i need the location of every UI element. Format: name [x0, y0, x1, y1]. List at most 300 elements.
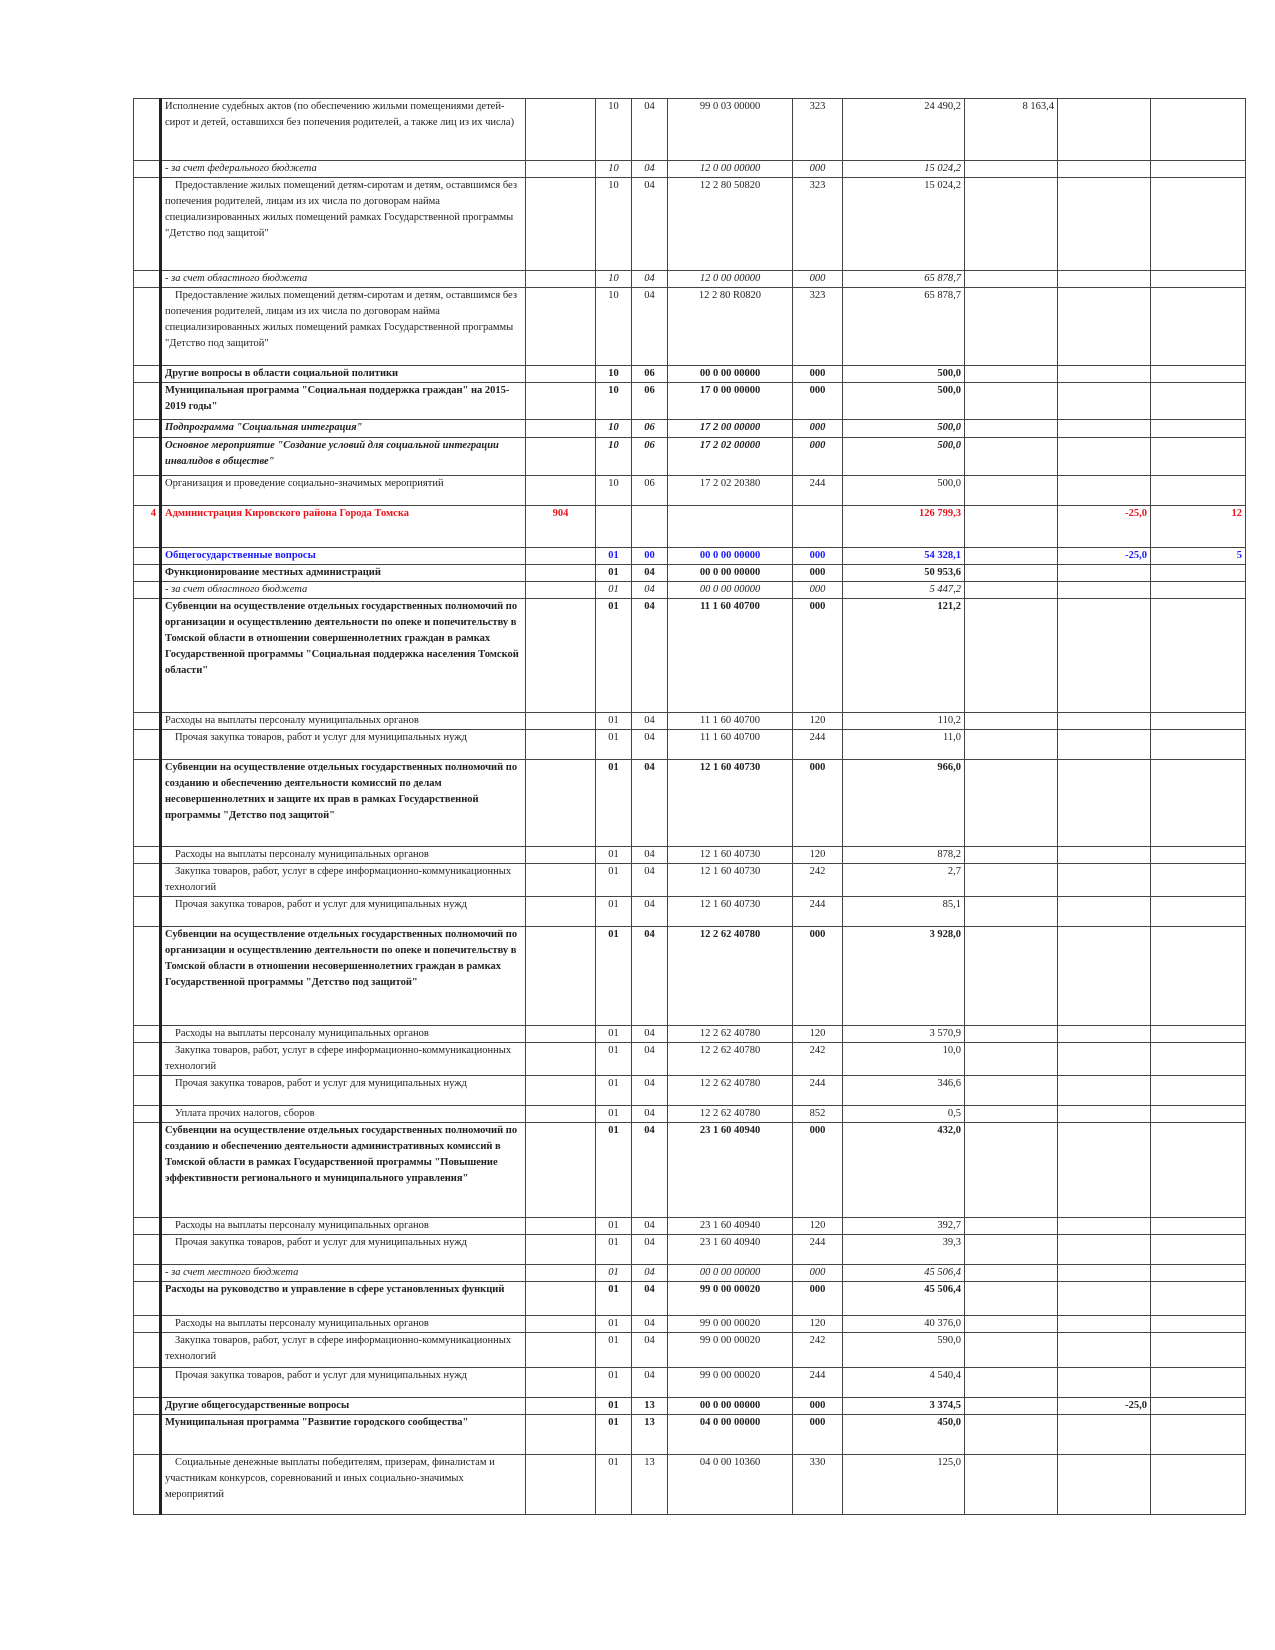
row-section: 01 — [596, 897, 632, 927]
row-target-article: 12 2 62 40780 — [668, 1076, 793, 1106]
row-ved — [526, 1235, 596, 1265]
row-target-article: 99 0 03 00000 — [668, 99, 793, 161]
row-target-article: 12 1 60 40730 — [668, 864, 793, 897]
table-row — [134, 271, 1246, 288]
row-expense-type: 000 — [793, 438, 843, 476]
row-sum: 65 878,7 — [843, 271, 965, 288]
row-section: 01 — [596, 1043, 632, 1076]
row-ved — [526, 897, 596, 927]
row-subsection: 04 — [632, 161, 668, 178]
row-expense-type: 000 — [793, 582, 843, 599]
row-subsection: 04 — [632, 927, 668, 1026]
table-row — [134, 1076, 1246, 1106]
row-col4 — [1151, 730, 1246, 760]
row-ved — [526, 161, 596, 178]
row-number — [134, 582, 161, 599]
row-target-article: 12 2 62 40780 — [668, 1026, 793, 1043]
row-name: Прочая закупка товаров, работ и услуг для муниципальных нужд — [161, 1076, 526, 1106]
row-col2 — [965, 730, 1058, 760]
row-target-article: 99 0 00 00020 — [668, 1368, 793, 1398]
row-ved — [526, 1333, 596, 1368]
row-sum: 110,2 — [843, 713, 965, 730]
row-col2 — [965, 713, 1058, 730]
row-target-article: 17 2 00 00000 — [668, 420, 793, 438]
row-col2 — [965, 288, 1058, 366]
table-row — [134, 1043, 1246, 1076]
row-col4 — [1151, 1316, 1246, 1333]
row-number — [134, 271, 161, 288]
row-col3 — [1058, 1265, 1151, 1282]
row-sum: 45 506,4 — [843, 1282, 965, 1316]
row-subsection: 06 — [632, 366, 668, 383]
row-ved — [526, 1398, 596, 1415]
row-number — [134, 178, 161, 271]
row-number — [134, 1368, 161, 1398]
row-sum: 3 374,5 — [843, 1398, 965, 1415]
row-col2 — [965, 1235, 1058, 1265]
row-sum: 500,0 — [843, 420, 965, 438]
row-ved — [526, 730, 596, 760]
row-number — [134, 897, 161, 927]
row-name: Расходы на выплаты персоналу муниципальных органов — [161, 713, 526, 730]
row-name: Закупка товаров, работ, услуг в сфере информационно-коммуникационных технологий — [161, 1043, 526, 1076]
row-subsection: 04 — [632, 1265, 668, 1282]
row-col3 — [1058, 1026, 1151, 1043]
row-expense-type: 244 — [793, 730, 843, 760]
row-subsection: 04 — [632, 178, 668, 271]
row-expense-type: 000 — [793, 366, 843, 383]
row-col4 — [1151, 366, 1246, 383]
row-col2 — [965, 506, 1058, 548]
row-name: Функционирование местных администраций — [161, 565, 526, 582]
row-target-article: 12 2 80 50820 — [668, 178, 793, 271]
row-ved — [526, 288, 596, 366]
row-col3 — [1058, 1282, 1151, 1316]
row-col3 — [1058, 1415, 1151, 1455]
row-number — [134, 565, 161, 582]
row-number — [134, 1043, 161, 1076]
row-col4 — [1151, 1123, 1246, 1218]
row-subsection: 04 — [632, 1026, 668, 1043]
row-number — [134, 864, 161, 897]
table-row — [134, 1265, 1246, 1282]
row-expense-type: 000 — [793, 1265, 843, 1282]
row-section: 10 — [596, 271, 632, 288]
row-expense-type: 244 — [793, 476, 843, 506]
row-ved — [526, 1106, 596, 1123]
row-sum: 4 540,4 — [843, 1368, 965, 1398]
row-col4 — [1151, 582, 1246, 599]
row-number — [134, 1316, 161, 1333]
row-sum: 65 878,7 — [843, 288, 965, 366]
row-expense-type: 000 — [793, 1282, 843, 1316]
row-col3 — [1058, 1316, 1151, 1333]
row-target-article: 11 1 60 40700 — [668, 599, 793, 713]
row-ved — [526, 713, 596, 730]
row-expense-type: 000 — [793, 599, 843, 713]
table-row — [134, 1026, 1246, 1043]
row-subsection: 04 — [632, 1235, 668, 1265]
row-name: Другие общегосударственные вопросы — [161, 1398, 526, 1415]
table-row — [134, 1282, 1246, 1316]
row-section: 01 — [596, 1368, 632, 1398]
row-number — [134, 1123, 161, 1218]
row-col3 — [1058, 271, 1151, 288]
row-number — [134, 730, 161, 760]
row-subsection: 04 — [632, 1316, 668, 1333]
row-name: Исполнение судебных актов (по обеспечению жильми помещениями детей-сирот и детей, оставшихся без попечения родителей, а также лиц из их числа) — [161, 99, 526, 161]
row-col3 — [1058, 420, 1151, 438]
table-row — [134, 438, 1246, 476]
row-number — [134, 1026, 161, 1043]
row-section: 01 — [596, 1076, 632, 1106]
row-expense-type: 120 — [793, 1316, 843, 1333]
table-row — [134, 730, 1246, 760]
row-col3 — [1058, 1368, 1151, 1398]
row-section: 10 — [596, 366, 632, 383]
row-col2 — [965, 178, 1058, 271]
row-section: 01 — [596, 1415, 632, 1455]
row-target-article: 23 1 60 40940 — [668, 1235, 793, 1265]
row-expense-type: 244 — [793, 1368, 843, 1398]
table-row — [134, 383, 1246, 420]
row-col3 — [1058, 178, 1151, 271]
table-row — [134, 1368, 1246, 1398]
row-sum: 39,3 — [843, 1235, 965, 1265]
row-target-article: 12 1 60 40730 — [668, 897, 793, 927]
row-subsection: 04 — [632, 271, 668, 288]
row-section: 10 — [596, 476, 632, 506]
row-col2 — [965, 760, 1058, 847]
row-col3 — [1058, 1076, 1151, 1106]
row-number — [134, 548, 161, 565]
table-row — [134, 1455, 1246, 1515]
row-col4 — [1151, 927, 1246, 1026]
row-col4 — [1151, 178, 1246, 271]
row-number — [134, 599, 161, 713]
row-name: - за счет областного бюджета — [161, 582, 526, 599]
row-subsection: 04 — [632, 1123, 668, 1218]
row-ved — [526, 1316, 596, 1333]
row-col2 — [965, 582, 1058, 599]
row-ved — [526, 582, 596, 599]
row-number — [134, 1415, 161, 1455]
row-target-article: 17 2 02 20380 — [668, 476, 793, 506]
row-ved — [526, 1368, 596, 1398]
row-col2: 8 163,4 — [965, 99, 1058, 161]
row-col3 — [1058, 864, 1151, 897]
row-number — [134, 1218, 161, 1235]
row-sum: 24 490,2 — [843, 99, 965, 161]
row-sum: 3 570,9 — [843, 1026, 965, 1043]
row-expense-type: 244 — [793, 1076, 843, 1106]
row-col3 — [1058, 476, 1151, 506]
row-col2 — [965, 366, 1058, 383]
row-col2 — [965, 383, 1058, 420]
row-col2 — [965, 161, 1058, 178]
row-col2 — [965, 1333, 1058, 1368]
row-col2 — [965, 548, 1058, 565]
row-expense-type: 242 — [793, 1333, 843, 1368]
row-expense-type: 000 — [793, 271, 843, 288]
row-number — [134, 1455, 161, 1515]
row-name: Прочая закупка товаров, работ и услуг для муниципальных нужд — [161, 730, 526, 760]
row-target-article: 12 1 60 40730 — [668, 847, 793, 864]
row-ved — [526, 548, 596, 565]
row-col2 — [965, 1218, 1058, 1235]
row-expense-type: 120 — [793, 847, 843, 864]
row-name: Предоставление жилых помещений детям-сиротам и детям, оставшимся без попечения родителей, лицам из их числа по договорам найма специализированных жилых помещений рамках Государственной программы "Детство под защитой" — [161, 178, 526, 271]
row-col3: -25,0 — [1058, 548, 1151, 565]
table-row — [134, 1218, 1246, 1235]
table-row — [134, 565, 1246, 582]
row-subsection: 04 — [632, 1368, 668, 1398]
table-row — [134, 1398, 1246, 1415]
row-number — [134, 1333, 161, 1368]
row-number — [134, 1398, 161, 1415]
row-section: 01 — [596, 1106, 632, 1123]
row-subsection: 06 — [632, 438, 668, 476]
row-col4 — [1151, 476, 1246, 506]
row-target-article: 99 0 00 00020 — [668, 1316, 793, 1333]
row-section: 01 — [596, 1123, 632, 1218]
row-number — [134, 383, 161, 420]
row-section: 01 — [596, 927, 632, 1026]
row-section: 10 — [596, 178, 632, 271]
row-subsection: 04 — [632, 582, 668, 599]
row-name: - за счет областного бюджета — [161, 271, 526, 288]
row-sum: 54 328,1 — [843, 548, 965, 565]
row-col3 — [1058, 1235, 1151, 1265]
row-number — [134, 366, 161, 383]
row-col2 — [965, 847, 1058, 864]
row-col4 — [1151, 288, 1246, 366]
row-col2 — [965, 565, 1058, 582]
row-subsection: 04 — [632, 565, 668, 582]
row-col2 — [965, 927, 1058, 1026]
row-name: Расходы на выплаты персоналу муниципальных органов — [161, 847, 526, 864]
table-row — [134, 1415, 1246, 1455]
row-subsection: 04 — [632, 599, 668, 713]
row-col4 — [1151, 99, 1246, 161]
row-name: - за счет местного бюджета — [161, 1265, 526, 1282]
row-subsection: 04 — [632, 730, 668, 760]
row-subsection: 06 — [632, 476, 668, 506]
row-section: 10 — [596, 288, 632, 366]
row-target-article: 00 0 00 00000 — [668, 548, 793, 565]
row-sum: 392,7 — [843, 1218, 965, 1235]
row-col3 — [1058, 1123, 1151, 1218]
row-sum: 3 928,0 — [843, 927, 965, 1026]
row-expense-type: 244 — [793, 897, 843, 927]
row-col2 — [965, 438, 1058, 476]
row-expense-type: 120 — [793, 1218, 843, 1235]
table-row — [134, 1123, 1246, 1218]
row-col4 — [1151, 438, 1246, 476]
row-number — [134, 847, 161, 864]
row-col2 — [965, 1106, 1058, 1123]
row-sum: 500,0 — [843, 476, 965, 506]
row-name: Подпрограмма "Социальная интеграция" — [161, 420, 526, 438]
row-number — [134, 99, 161, 161]
row-number — [134, 1282, 161, 1316]
table-row — [134, 847, 1246, 864]
row-col2 — [965, 897, 1058, 927]
row-target-article: 12 0 00 00000 — [668, 161, 793, 178]
row-ved: 904 — [526, 506, 596, 548]
row-col2 — [965, 599, 1058, 713]
row-ved — [526, 1415, 596, 1455]
row-subsection: 06 — [632, 383, 668, 420]
row-subsection: 04 — [632, 864, 668, 897]
row-name: Прочая закупка товаров, работ и услуг для муниципальных нужд — [161, 1368, 526, 1398]
row-col3 — [1058, 366, 1151, 383]
row-expense-type: 323 — [793, 178, 843, 271]
row-col4: 12 — [1151, 506, 1246, 548]
row-col2 — [965, 1398, 1058, 1415]
row-name: Социальные денежные выплаты победителям, призерам, финалистам и участникам конкурсов, соревнований и иных социально-значимых мероприятий — [161, 1455, 526, 1515]
row-name: Муниципальная программа "Развитие городского сообщества" — [161, 1415, 526, 1455]
row-subsection: 00 — [632, 548, 668, 565]
row-sum: 500,0 — [843, 383, 965, 420]
row-ved — [526, 1026, 596, 1043]
row-expense-type: 120 — [793, 713, 843, 730]
row-target-article: 23 1 60 40940 — [668, 1123, 793, 1218]
table-row — [134, 927, 1246, 1026]
row-section: 01 — [596, 1455, 632, 1515]
row-ved — [526, 864, 596, 897]
row-section: 01 — [596, 548, 632, 565]
row-col3 — [1058, 99, 1151, 161]
row-col2 — [965, 1316, 1058, 1333]
row-subsection: 04 — [632, 897, 668, 927]
row-number — [134, 420, 161, 438]
row-expense-type: 323 — [793, 288, 843, 366]
row-col2 — [965, 1265, 1058, 1282]
row-section: 01 — [596, 1282, 632, 1316]
row-col3 — [1058, 599, 1151, 713]
row-col2 — [965, 1076, 1058, 1106]
row-name: Муниципальная программа "Социальная поддержка граждан" на 2015-2019 годы" — [161, 383, 526, 420]
row-section: 01 — [596, 565, 632, 582]
row-col3 — [1058, 565, 1151, 582]
row-col4 — [1151, 1218, 1246, 1235]
row-subsection: 04 — [632, 1076, 668, 1106]
row-ved — [526, 1123, 596, 1218]
row-name: Основное мероприятие "Создание условий для социальной интеграции инвалидов в обществе" — [161, 438, 526, 476]
row-col4 — [1151, 565, 1246, 582]
row-sum: 121,2 — [843, 599, 965, 713]
row-section: 10 — [596, 161, 632, 178]
row-col3 — [1058, 730, 1151, 760]
row-expense-type: 000 — [793, 1398, 843, 1415]
row-sum: 450,0 — [843, 1415, 965, 1455]
row-target-article: 99 0 00 00020 — [668, 1333, 793, 1368]
row-ved — [526, 99, 596, 161]
row-sum: 50 953,6 — [843, 565, 965, 582]
row-ved — [526, 1282, 596, 1316]
row-subsection: 04 — [632, 713, 668, 730]
row-target-article: 00 0 00 00000 — [668, 366, 793, 383]
row-col2 — [965, 1026, 1058, 1043]
row-target-article: 12 2 80 R0820 — [668, 288, 793, 366]
row-ved — [526, 1455, 596, 1515]
row-section: 10 — [596, 438, 632, 476]
row-sum: 125,0 — [843, 1455, 965, 1515]
row-target-article: 12 2 62 40780 — [668, 1106, 793, 1123]
row-number — [134, 927, 161, 1026]
row-ved — [526, 565, 596, 582]
row-target-article: 99 0 00 00020 — [668, 1282, 793, 1316]
row-ved — [526, 1265, 596, 1282]
row-expense-type: 852 — [793, 1106, 843, 1123]
row-sum: 15 024,2 — [843, 178, 965, 271]
row-sum: 500,0 — [843, 438, 965, 476]
table-row — [134, 1333, 1246, 1368]
row-subsection: 13 — [632, 1455, 668, 1515]
row-target-article: 04 0 00 10360 — [668, 1455, 793, 1515]
row-col4 — [1151, 1026, 1246, 1043]
row-ved — [526, 599, 596, 713]
row-col4 — [1151, 1455, 1246, 1515]
row-col4 — [1151, 1076, 1246, 1106]
table-row — [134, 1106, 1246, 1123]
row-section: 01 — [596, 1265, 632, 1282]
row-ved — [526, 847, 596, 864]
row-sum: 40 376,0 — [843, 1316, 965, 1333]
row-col2 — [965, 1282, 1058, 1316]
table-row — [134, 1235, 1246, 1265]
row-section: 10 — [596, 383, 632, 420]
row-col4 — [1151, 1235, 1246, 1265]
row-target-article: 12 2 62 40780 — [668, 927, 793, 1026]
row-col4 — [1151, 1106, 1246, 1123]
row-name: Расходы на выплаты персоналу муниципальных органов — [161, 1316, 526, 1333]
table-row — [134, 178, 1246, 271]
row-sum: 0,5 — [843, 1106, 965, 1123]
row-expense-type: 000 — [793, 927, 843, 1026]
row-ved — [526, 1218, 596, 1235]
row-sum: 346,6 — [843, 1076, 965, 1106]
row-ved — [526, 476, 596, 506]
row-col2 — [965, 271, 1058, 288]
row-col4 — [1151, 161, 1246, 178]
row-col2 — [965, 1368, 1058, 1398]
row-col2 — [965, 476, 1058, 506]
row-expense-type: 120 — [793, 1026, 843, 1043]
row-number — [134, 1265, 161, 1282]
row-subsection: 13 — [632, 1398, 668, 1415]
row-col3 — [1058, 1106, 1151, 1123]
row-target-article: 11 1 60 40700 — [668, 713, 793, 730]
row-section: 01 — [596, 760, 632, 847]
row-expense-type: 000 — [793, 565, 843, 582]
row-subsection: 04 — [632, 1333, 668, 1368]
row-name: Администрация Кировского района Города Томска — [161, 506, 526, 548]
table-row — [134, 366, 1246, 383]
row-sum: 5 447,2 — [843, 582, 965, 599]
row-ved — [526, 383, 596, 420]
row-col2 — [965, 1455, 1058, 1515]
row-name: Расходы на выплаты персоналу муниципальных органов — [161, 1218, 526, 1235]
row-col4 — [1151, 864, 1246, 897]
row-number — [134, 760, 161, 847]
row-expense-type: 000 — [793, 1415, 843, 1455]
row-number — [134, 161, 161, 178]
row-col3 — [1058, 582, 1151, 599]
row-subsection: 04 — [632, 1218, 668, 1235]
table-row — [134, 548, 1246, 565]
